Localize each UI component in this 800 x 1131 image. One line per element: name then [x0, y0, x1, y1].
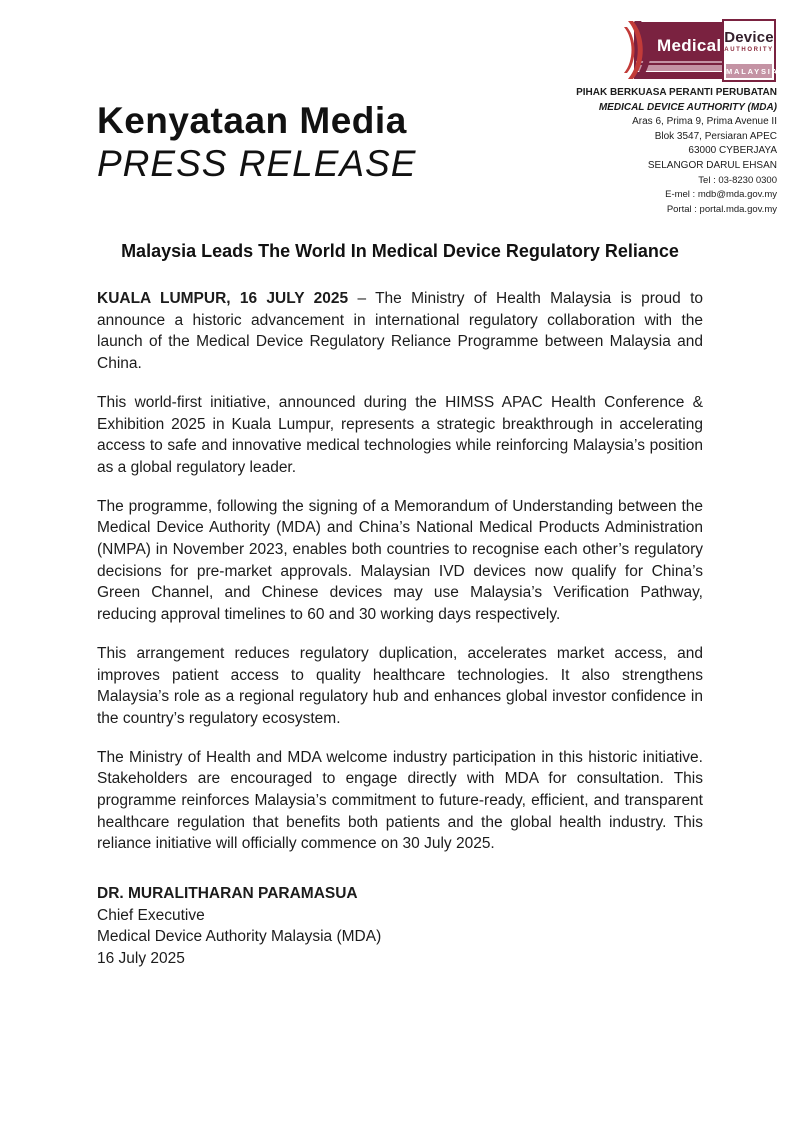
address-line-state: SELANGOR DARUL EHSAN	[647, 159, 777, 171]
mda-logo	[624, 19, 779, 82]
dateline: KUALA LUMPUR, 16 JULY 2025	[97, 290, 349, 307]
logo-word-authority: AUTHORITY	[724, 47, 774, 53]
logo-swoosh-icon	[624, 20, 654, 80]
logo-device-box	[722, 19, 779, 82]
body-paragraph-1	[97, 288, 703, 375]
address-block	[576, 86, 777, 217]
signatory-org: Medical Device Authority Malaysia (MDA)	[97, 928, 382, 946]
signature-block	[97, 883, 703, 969]
signatory-name: DR. MURALITHARAN PARAMASUA	[97, 885, 358, 903]
address-line-city: 63000 CYBERJAYA	[688, 145, 777, 157]
body-paragraph-5: The Ministry of Health and MDA welcome industry participation in this historic initiative. Stakeholders are encouraged to engage directly with MDA for consultation. This programme reinforces Malaysia’s commitment to future-ready, efficient, and transparent healthcare regulation that benefits both patients and the global health industry. This reliance initiative will officially commence on 30 July 2025.	[97, 748, 703, 853]
masthead-title-english: PRESS RELEASE	[97, 143, 417, 184]
logo-word-device: Device	[724, 29, 774, 46]
address-line-org-english: MEDICAL DEVICE AUTHORITY (MDA)	[598, 101, 777, 113]
signature-date: 16 July 2025	[97, 949, 185, 967]
signatory-title: Chief Executive	[97, 906, 205, 924]
address-line-email: E-mel : mdb@mda.gov.my	[665, 189, 777, 201]
body-paragraph-2: This world-first initiative, announced during the HIMSS APAC Health Conference & Exhibition 2025 in Kuala Lumpur, represents a strategic breakthrough in accelerating access to safe and innovative medical technologies while reinforcing Malaysia’s position as a global regulatory leader.	[97, 393, 703, 476]
document-body	[97, 240, 703, 969]
address-line-street1: Aras 6, Prima 9, Prima Avenue II	[632, 116, 777, 128]
address-line-tel: Tel : 03-8230 0300	[698, 174, 777, 186]
logo-word-medical: Medical	[657, 36, 722, 55]
body-paragraph-3: The programme, following the signing of a Memorandum of Understanding between the Medical Device Authority (MDA) and China’s National Medical Products Administration (NMPA) in November 2023, enables both countries to recognise each other’s regulatory decisions for pre-market approvals. Malaysian IVD devices now qualify for China’s Green Channel, and Chinese devices may use Malaysia’s Verification Pathway, reducing approval timelines to 60 and 30 working days respectively.	[97, 497, 703, 624]
masthead-title-malay: Kenyataan Media	[97, 100, 407, 141]
address-line-org-malay: PIHAK BERKUASA PERANTI PERUBATAN	[576, 87, 777, 98]
address-line-street2: Blok 3547, Persiaran APEC	[654, 130, 777, 142]
headline: Malaysia Leads The World In Medical Device Regulatory Reliance	[121, 241, 679, 261]
body-paragraph-1-text: – The Ministry of Health Malaysia is proud to announce a historic advancement in international regulatory collaboration with the launch of the Medical Device Regulatory Reliance Programme between Malaysia and China.	[97, 290, 703, 373]
address-line-portal: Portal : portal.mda.gov.my	[666, 203, 777, 215]
masthead	[97, 99, 416, 185]
body-paragraph-4: This arrangement reduces regulatory duplication, accelerates market access, and improves patient access to quality healthcare technologies. It also strengthens Malaysia’s role as a regional regulatory hub and enhances global investor confidence in the country’s regulatory ecosystem.	[97, 644, 703, 727]
logo-word-malaysia: MALAYSIA	[726, 64, 772, 78]
